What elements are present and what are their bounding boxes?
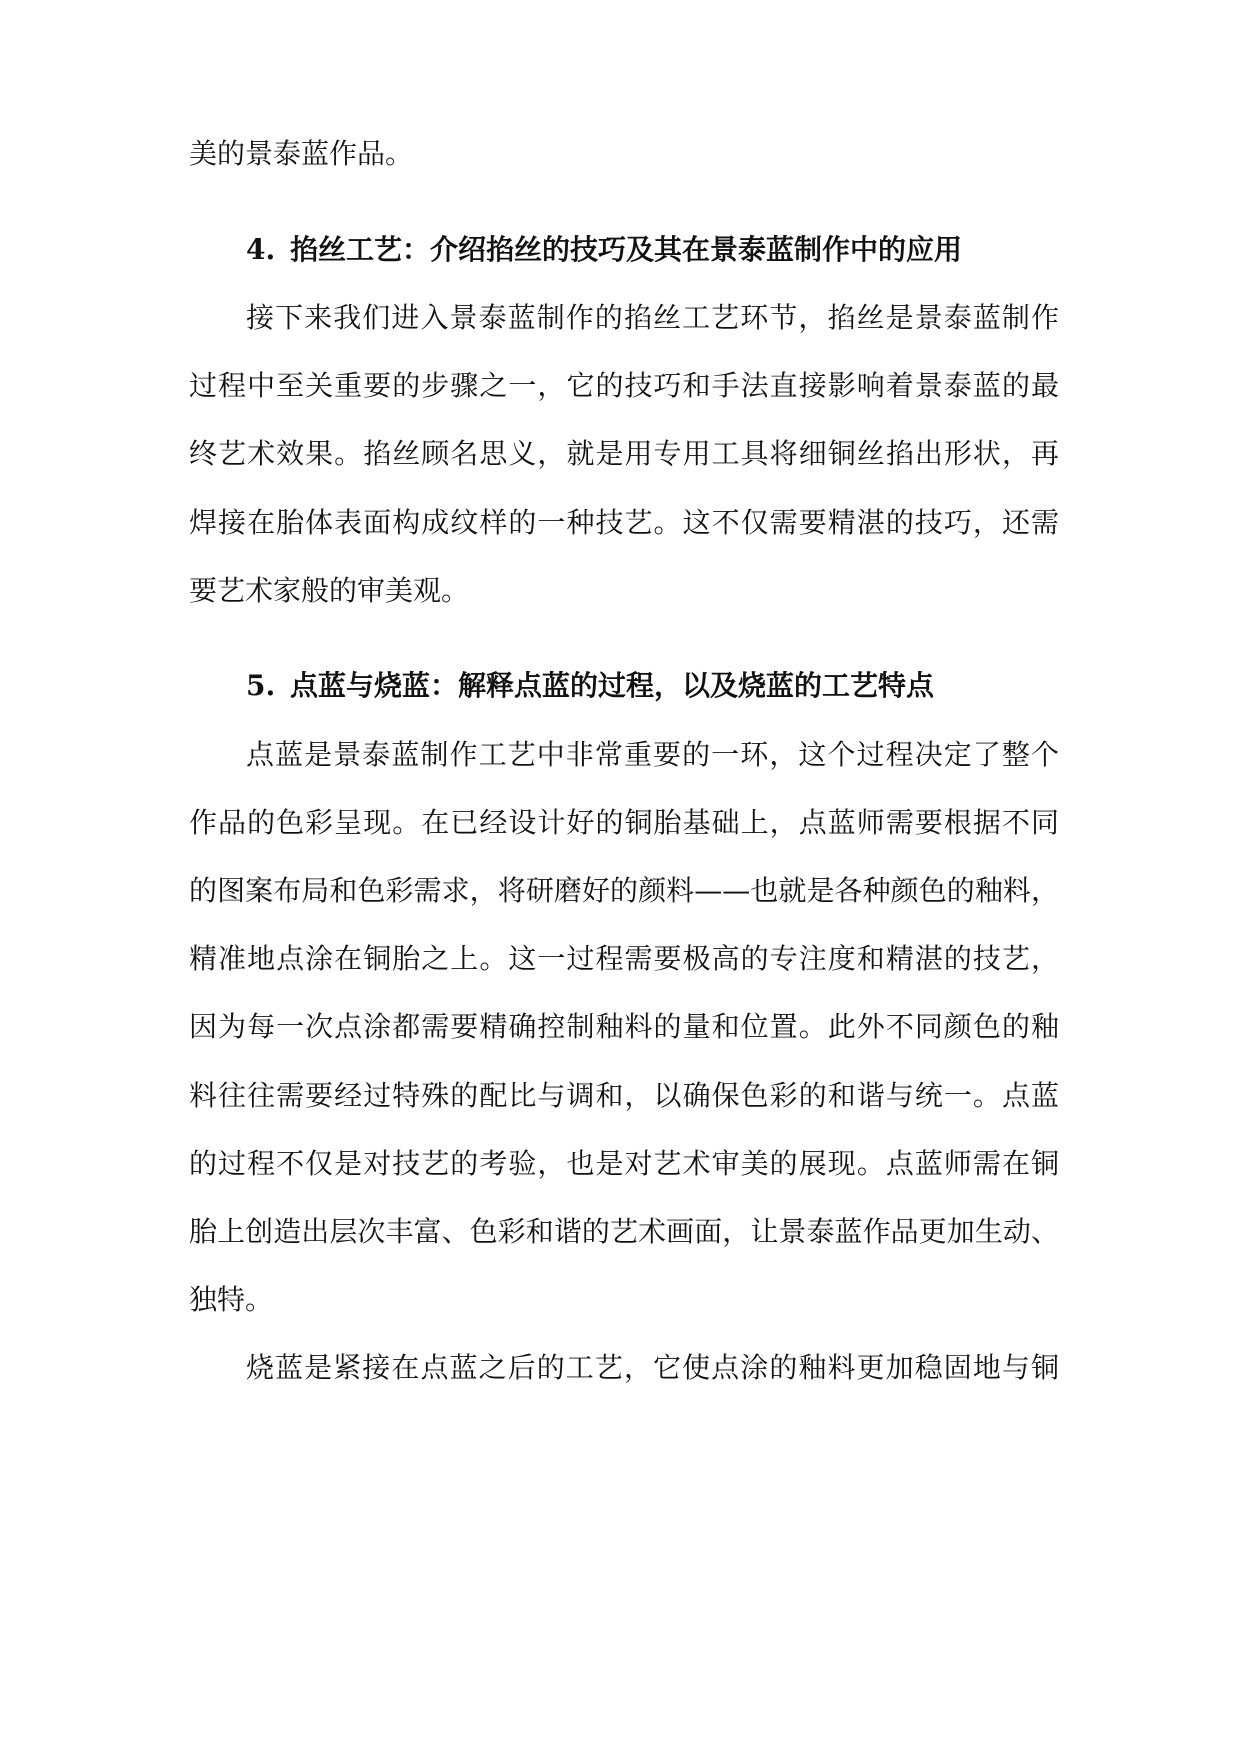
paragraph-line: 要艺术家般的审美观。 <box>189 574 470 607</box>
paragraph-line: 接下来我们进入景泰蓝制作的掐丝工艺环节，掐丝是景泰蓝制作 <box>246 301 1059 334</box>
paragraph-line: 因为每一次点涂都需要精确控制釉料的量和位置。此外不同颜色的釉 <box>189 1010 1059 1043</box>
paragraph-line: 终艺术效果。掐丝顾名思义，就是用专用工具将细铜丝掐出形状，再 <box>189 437 1059 470</box>
paragraph-line: 独特。 <box>189 1283 274 1316</box>
paragraph-line: 美的景泰蓝作品。 <box>189 137 414 170</box>
section-heading <box>246 230 962 270</box>
section-title: 掐丝工艺：介绍掐丝的技巧及其在景泰蓝制作中的应用 <box>290 233 963 266</box>
section-title: 点蓝与烧蓝：解释点蓝的过程，以及烧蓝的工艺特点 <box>290 669 935 702</box>
paragraph-line: 烧蓝是紧接在点蓝之后的工艺，它使点涂的釉料更加稳固地与铜 <box>246 1351 1059 1384</box>
paragraph-line: 胎上创造出层次丰富、色彩和谐的艺术画面，让景泰蓝作品更加生动、 <box>189 1215 1059 1248</box>
paragraph-line: 过程中至关重要的步骤之一，它的技巧和手法直接影响着景泰蓝的最 <box>189 369 1059 402</box>
paragraph-line: 精准地点涂在铜胎之上。这一过程需要极高的专注度和精湛的技艺， <box>189 942 1059 975</box>
section-number: 5. <box>246 669 276 702</box>
section-number: 4. <box>246 233 276 266</box>
paragraph-line: 的过程不仅是对技艺的考验，也是对艺术审美的展现。点蓝师需在铜 <box>189 1147 1059 1180</box>
paragraph-line: 的图案布局和色彩需求，将研磨好的颜料——也就是各种颜色的釉料， <box>189 874 1059 907</box>
paragraph-line: 作品的色彩呈现。在已经设计好的铜胎基础上，点蓝师需要根据不同 <box>189 806 1059 839</box>
section-heading <box>246 666 934 706</box>
paragraph-line: 焊接在胎体表面构成纹样的一种技艺。这不仅需要精湛的技巧，还需 <box>189 506 1059 539</box>
paragraph-line: 点蓝是景泰蓝制作工艺中非常重要的一环，这个过程决定了整个 <box>246 738 1059 771</box>
paragraph-line: 料往往需要经过特殊的配比与调和，以确保色彩的和谐与统一。点蓝 <box>189 1079 1059 1112</box>
